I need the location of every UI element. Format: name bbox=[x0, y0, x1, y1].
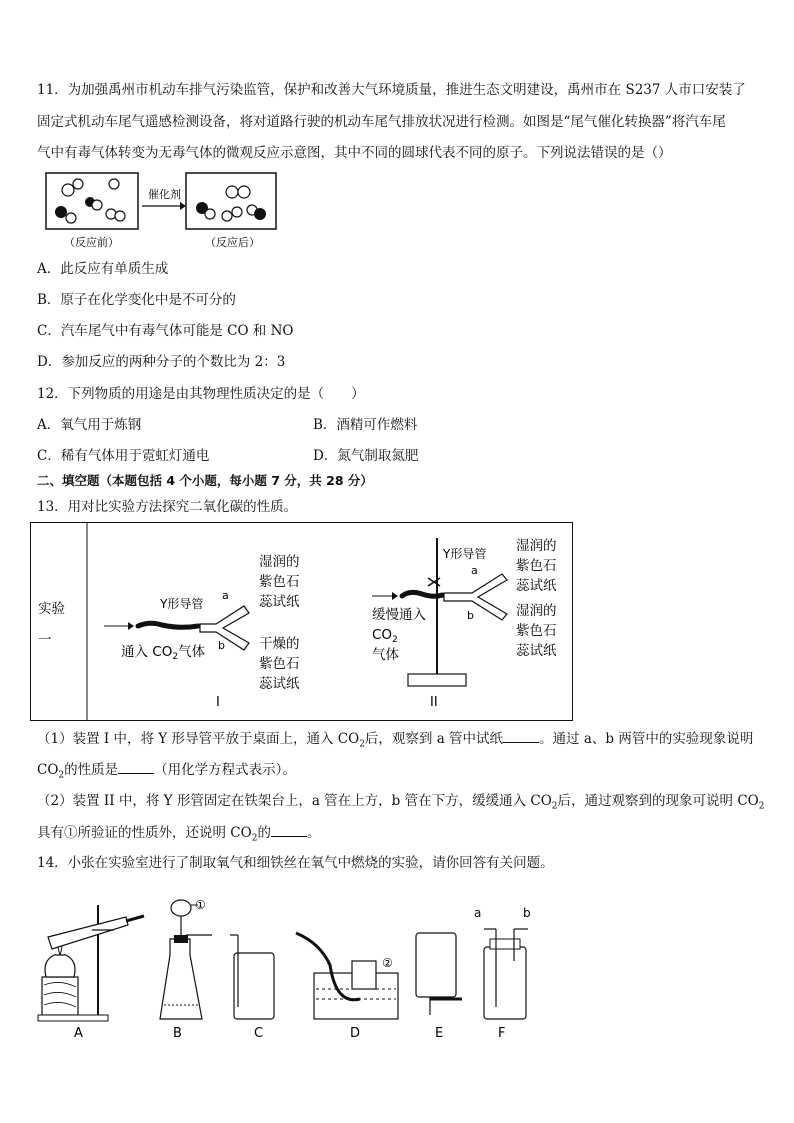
fig1-tube-label: Y形导管 bbox=[160, 597, 204, 611]
svg-text:b: b bbox=[523, 906, 531, 920]
svg-text:②: ② bbox=[382, 956, 393, 970]
svg-text:D: D bbox=[350, 1026, 361, 1041]
svg-text:B: B bbox=[173, 1026, 182, 1041]
q11-stem-line2: 固定式机动车尾气遥感检测设备，将对道路行驶的机动车尾气排放状况进行检测。如图是“尾气催化转换器”将汽车尾 bbox=[37, 114, 726, 130]
svg-text:C: C bbox=[254, 1026, 264, 1041]
q11-stem-line1: 11．为加强禹州市机动车排气污染监管，保护和改善大气环境质量，推进生态文明建设，禹州市在 S237 人市口安装了 bbox=[37, 82, 746, 98]
q13-part2-line1: （2）装置 II 中，将 Y 形管固定在铁架台上，a 管在上方，b 管在下方，缓缓通入 $CO_2$后，通过观察到的现象可说明 $CO_2$ bbox=[37, 793, 765, 812]
svg-text:CO2: $CO_2$ bbox=[372, 627, 398, 645]
svg-text:湿润的: 湿润的 bbox=[259, 554, 300, 570]
q12-option-c: C．稀有气体用于霓虹灯通电 bbox=[37, 448, 210, 464]
q13-stem: 13．用对比实验方法探究二氧化碳的性质。 bbox=[37, 499, 298, 515]
answer-blank-1[interactable] bbox=[503, 728, 539, 743]
apparatus-1 bbox=[104, 554, 300, 710]
apparatus-2 bbox=[372, 538, 557, 710]
conical-flask bbox=[160, 939, 202, 1019]
q13-part1-line1: （1）装置 I 中，将 Y 形导管平放于桌面上，通入 $CO_2$后，观察到 a 管中试纸 。通过 a、b 两管中的实验现象说明 bbox=[37, 728, 753, 755]
q11-option-a: A．此反应有单质生成 bbox=[37, 261, 169, 277]
clamp bbox=[428, 578, 440, 586]
svg-text:紫色石: 紫色石 bbox=[516, 558, 557, 574]
svg-text:①: ① bbox=[195, 898, 206, 912]
q11-option-b: B．原子在化学变化中是不可分的 bbox=[37, 292, 236, 308]
apparatus-a bbox=[38, 905, 144, 1041]
q13-part2-line2: 具有①所验证的性质外，还说明 $CO_2$的 。 bbox=[37, 822, 320, 849]
answer-blank-2[interactable] bbox=[118, 759, 154, 774]
before-caption: （反应前） bbox=[64, 236, 119, 249]
svg-text:E: E bbox=[435, 1026, 444, 1041]
apparatus-b bbox=[160, 898, 212, 1041]
svg-text:蕊试纸: 蕊试纸 bbox=[516, 578, 557, 594]
svg-text:干燥的: 干燥的 bbox=[259, 636, 300, 652]
gas-bottle-f bbox=[484, 947, 526, 1019]
svg-text:气体: 气体 bbox=[372, 647, 399, 663]
gas-bottle-e bbox=[416, 933, 456, 997]
table-label-1: 实验 bbox=[38, 601, 65, 617]
svg-text:缓慢通入: 缓慢通入 bbox=[372, 607, 426, 623]
svg-text:a: a bbox=[474, 906, 482, 920]
q14-apparatus-diagram bbox=[30, 895, 580, 1045]
q12-option-d: D．氮气制取氮肥 bbox=[313, 448, 419, 464]
q13-experiment-table bbox=[30, 522, 575, 722]
svg-text:I: I bbox=[216, 695, 220, 710]
svg-text:Y形导管: Y形导管 bbox=[443, 547, 487, 561]
svg-text:蕊试纸: 蕊试纸 bbox=[516, 643, 557, 659]
apparatus-f bbox=[474, 906, 531, 1041]
svg-text:湿润的: 湿润的 bbox=[516, 603, 557, 619]
after-box bbox=[186, 173, 276, 229]
svg-text:F: F bbox=[498, 1026, 506, 1041]
q11-option-c: C．汽车尾气中有毒气体可能是 CO 和 NO bbox=[37, 323, 294, 339]
section-heading: 二、填空题（本题包括 4 个小题，每小题 7 分，共 28 分） bbox=[37, 473, 373, 488]
apparatus-d bbox=[296, 933, 398, 1041]
svg-text:b: b bbox=[218, 639, 225, 652]
svg-text:湿润的: 湿润的 bbox=[516, 538, 557, 554]
svg-text:a: a bbox=[471, 564, 478, 577]
funnel-bulb bbox=[171, 900, 191, 916]
svg-text:通入 CO2气体: 通入 $CO_2$气体 bbox=[121, 644, 206, 662]
q11-reaction-diagram bbox=[40, 170, 280, 252]
q12-option-b: B．酒精可作燃料 bbox=[313, 417, 418, 433]
gas-bottle-c bbox=[234, 953, 274, 1019]
q13-part1-line2: $CO_2$的性质是 （用化学方程式表示）。 bbox=[37, 759, 296, 786]
svg-text:II: II bbox=[430, 695, 438, 710]
alcohol-lamp bbox=[45, 955, 75, 977]
q11-stem-line3: 气中有毒气体转变为无毒气体的微观反应示意图，其中不同的圆球代表不同的原子。下列说法错误的是（） bbox=[37, 145, 672, 161]
svg-text:紫色石: 紫色石 bbox=[259, 656, 300, 672]
svg-text:b: b bbox=[467, 609, 474, 622]
apparatus-e bbox=[416, 933, 462, 1041]
svg-text:紫色石: 紫色石 bbox=[259, 574, 300, 590]
stand-base bbox=[408, 674, 466, 686]
rubber-tube bbox=[138, 623, 198, 627]
svg-text:a: a bbox=[222, 589, 229, 602]
answer-blank-3[interactable] bbox=[271, 822, 307, 837]
q12-stem: 12．下列物质的用途是由其物理性质决定的是（ ） bbox=[37, 386, 365, 402]
q11-option-d: D．参加反应的两种分子的个数比为 2：3 bbox=[37, 354, 286, 370]
apparatus-c bbox=[230, 935, 274, 1041]
test-tube bbox=[48, 917, 128, 949]
catalyst-label: 催化剂 bbox=[148, 188, 181, 201]
svg-text:蕊试纸: 蕊试纸 bbox=[259, 594, 300, 610]
table-label-2: 一 bbox=[38, 632, 52, 648]
svg-text:蕊试纸: 蕊试纸 bbox=[259, 676, 300, 692]
q12-option-a: A．氧气用于炼钢 bbox=[37, 417, 142, 433]
q14-stem: 14．小张在实验室进行了制取氧气和细铁丝在氧气中燃烧的实验，请你回答有关问题。 bbox=[37, 855, 554, 871]
svg-text:A: A bbox=[74, 1026, 83, 1041]
after-caption: （反应后） bbox=[205, 236, 260, 249]
svg-text:紫色石: 紫色石 bbox=[516, 623, 557, 639]
y-tube-2 bbox=[444, 574, 507, 620]
